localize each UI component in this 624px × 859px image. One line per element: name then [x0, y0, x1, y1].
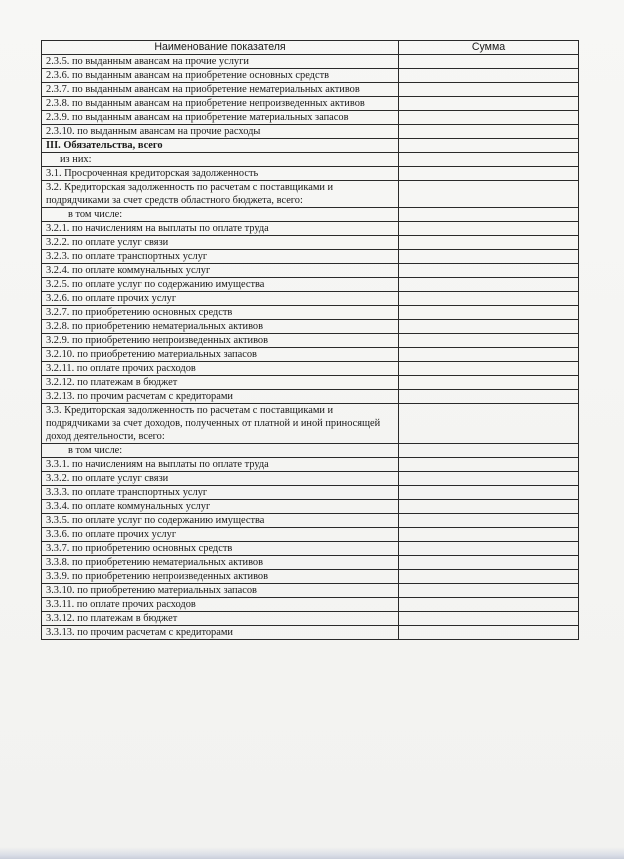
table-row — [42, 472, 579, 486]
row-sum — [399, 83, 579, 97]
header-name: Наименование показателя — [42, 41, 399, 55]
row-sum — [399, 236, 579, 250]
row-name: 3.2.7. по приобретению основных средств — [42, 306, 399, 320]
table-row — [42, 334, 579, 348]
row-name: 3.3.6. по оплате прочих услуг — [42, 528, 399, 542]
row-sum — [399, 486, 579, 500]
row-name: 3.2.1. по начислениям на выплаты по оплате труда — [42, 222, 399, 236]
row-name: 3.2.4. по оплате коммунальных услуг — [42, 264, 399, 278]
row-name: 3.3.7. по приобретению основных средств — [42, 542, 399, 556]
table-row — [42, 236, 579, 250]
row-sum — [399, 542, 579, 556]
row-sum — [399, 458, 579, 472]
row-name: 3.3.1. по начислениям на выплаты по оплате труда — [42, 458, 399, 472]
row-sum — [399, 612, 579, 626]
row-name: 2.3.10. по выданным авансам на прочие расходы — [42, 125, 399, 139]
row-sum — [399, 348, 579, 362]
row-name: 3.3. Кредиторская задолженность по расчетам с поставщиками и подрядчиками за счет доходов, полученных от платной и иной приносящей доход деятельности, всего: — [42, 404, 399, 444]
row-name: 3.3.10. по приобретению материальных запасов — [42, 584, 399, 598]
row-sum — [399, 584, 579, 598]
table-row — [42, 486, 579, 500]
row-name: 3.2.12. по платежам в бюджет — [42, 376, 399, 390]
table-row — [42, 570, 579, 584]
row-sum — [399, 514, 579, 528]
row-name: 2.3.9. по выданным авансам на приобретение материальных запасов — [42, 111, 399, 125]
table-row — [42, 167, 579, 181]
table-row — [42, 458, 579, 472]
row-sum — [399, 376, 579, 390]
table-row — [42, 181, 579, 208]
row-sum — [399, 181, 579, 208]
table-row — [42, 528, 579, 542]
row-sum — [399, 55, 579, 69]
table-row — [42, 55, 579, 69]
table-row — [42, 83, 579, 97]
table-row — [42, 390, 579, 404]
row-name: 3.3.2. по оплате услуг связи — [42, 472, 399, 486]
table-row — [42, 376, 579, 390]
table-row — [42, 348, 579, 362]
row-name: 2.3.6. по выданным авансам на приобретение основных средств — [42, 69, 399, 83]
table-row — [42, 97, 579, 111]
table-row — [42, 208, 579, 222]
row-sum — [399, 334, 579, 348]
scan-bottom-edge — [0, 847, 624, 859]
row-name: 3.3.3. по оплате транспортных услуг — [42, 486, 399, 500]
row-sum — [399, 444, 579, 458]
table-row — [42, 69, 579, 83]
table-row — [42, 278, 579, 292]
row-sum — [399, 306, 579, 320]
row-name: из них: — [42, 153, 399, 167]
row-name: 3.2.8. по приобретению нематериальных активов — [42, 320, 399, 334]
row-sum — [399, 292, 579, 306]
row-name: 3.3.4. по оплате коммунальных услуг — [42, 500, 399, 514]
indicators-table — [41, 40, 579, 640]
table-row — [42, 264, 579, 278]
row-sum — [399, 556, 579, 570]
row-name: в том числе: — [42, 208, 399, 222]
section-title: III. Обязательства, всего — [42, 139, 399, 153]
row-name: 3.2.5. по оплате услуг по содержанию имущества — [42, 278, 399, 292]
row-name: 3.2.11. по оплате прочих расходов — [42, 362, 399, 376]
table-row — [42, 598, 579, 612]
table-row — [42, 111, 579, 125]
header-sum: Сумма — [399, 41, 579, 55]
table-row — [42, 320, 579, 334]
row-sum — [399, 390, 579, 404]
row-name: 3.3.5. по оплате услуг по содержанию имущества — [42, 514, 399, 528]
table-row — [42, 444, 579, 458]
row-sum — [399, 208, 579, 222]
row-name: 3.2.2. по оплате услуг связи — [42, 236, 399, 250]
table-row — [42, 584, 579, 598]
row-sum — [399, 111, 579, 125]
row-sum — [399, 153, 579, 167]
row-sum — [399, 404, 579, 444]
table-row — [42, 404, 579, 444]
row-sum — [399, 250, 579, 264]
row-name: 2.3.8. по выданным авансам на приобретение непроизведенных активов — [42, 97, 399, 111]
row-name: в том числе: — [42, 444, 399, 458]
row-name: 3.3.12. по платежам в бюджет — [42, 612, 399, 626]
row-name: 3.2.6. по оплате прочих услуг — [42, 292, 399, 306]
table-row — [42, 626, 579, 640]
row-name: 3.3.9. по приобретению непроизведенных активов — [42, 570, 399, 584]
row-name: 3.2.9. по приобретению непроизведенных активов — [42, 334, 399, 348]
row-sum — [399, 125, 579, 139]
table-row — [42, 542, 579, 556]
row-name: 3.2.13. по прочим расчетам с кредиторами — [42, 390, 399, 404]
row-sum — [399, 264, 579, 278]
row-sum — [399, 69, 579, 83]
row-name: 3.2.10. по приобретению материальных запасов — [42, 348, 399, 362]
table-row — [42, 222, 579, 236]
table-row — [42, 125, 579, 139]
row-sum — [399, 570, 579, 584]
row-name: 3.2.3. по оплате транспортных услуг — [42, 250, 399, 264]
table-row — [42, 153, 579, 167]
row-name: 3.3.13. по прочим расчетам с кредиторами — [42, 626, 399, 640]
row-sum — [399, 472, 579, 486]
table-row — [42, 250, 579, 264]
row-sum — [399, 362, 579, 376]
table-row — [42, 500, 579, 514]
row-sum — [399, 320, 579, 334]
row-name: 3.3.8. по приобретению нематериальных активов — [42, 556, 399, 570]
table-row — [42, 556, 579, 570]
row-sum — [399, 278, 579, 292]
row-name: 2.3.7. по выданным авансам на приобретение нематериальных активов — [42, 83, 399, 97]
row-sum — [399, 626, 579, 640]
row-sum — [399, 97, 579, 111]
table-row — [42, 292, 579, 306]
row-name: 3.2. Кредиторская задолженность по расчетам с поставщиками и подрядчиками за счет средств областного бюджета, всего: — [42, 181, 399, 208]
row-name: 3.1. Просроченная кредиторская задолженность — [42, 167, 399, 181]
row-sum — [399, 500, 579, 514]
table-row — [42, 612, 579, 626]
table-row-section — [42, 139, 579, 153]
table-row — [42, 362, 579, 376]
row-name: 2.3.5. по выданным авансам на прочие услуги — [42, 55, 399, 69]
table-header-row — [42, 41, 579, 55]
table-row — [42, 514, 579, 528]
row-sum — [399, 222, 579, 236]
row-name: 3.3.11. по оплате прочих расходов — [42, 598, 399, 612]
table-row — [42, 306, 579, 320]
row-sum — [399, 167, 579, 181]
row-sum — [399, 139, 579, 153]
row-sum — [399, 528, 579, 542]
row-sum — [399, 598, 579, 612]
